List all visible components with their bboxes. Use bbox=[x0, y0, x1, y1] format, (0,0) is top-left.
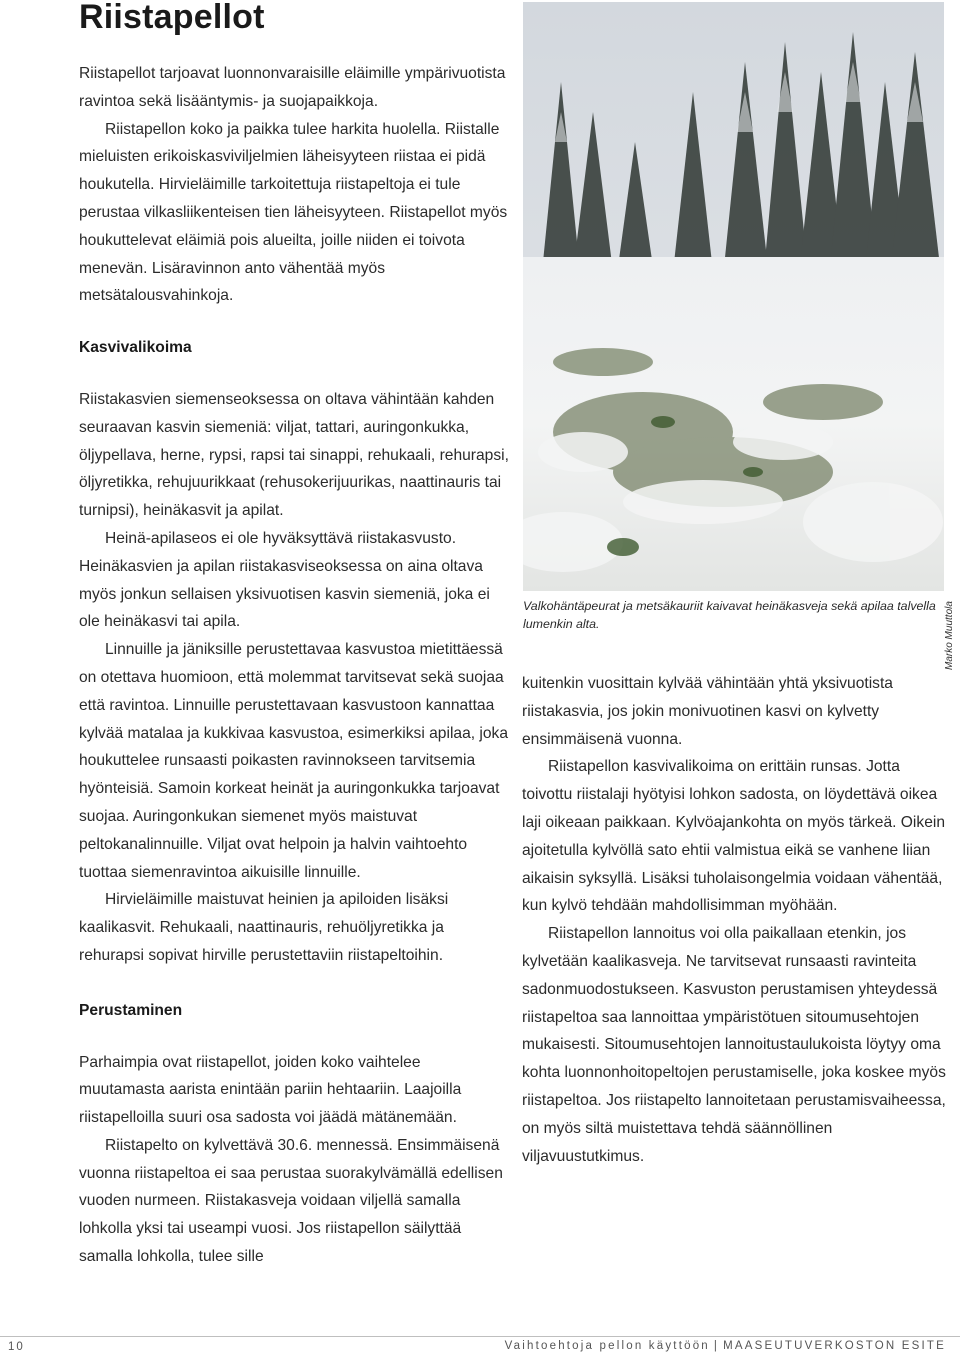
footer-series: MAASEUTUVERKOSTON ESITE bbox=[723, 1340, 946, 1352]
page-title: Riistapellot bbox=[79, 0, 265, 36]
snowy-field-photo bbox=[523, 2, 944, 591]
kasvi-paragraph-3: Linnuille ja jäniksille perustettavaa kasvustoa mietittäessä on otettava huomioon, että molemmat tarvitsevat sekä suojaa että ravintoa. Linnuille perustettavaan kasvustoon kannattaa kylvää matalaa ja kukkivaa kasvustoa, esimerkiksi apilaa, joka houkuttelee runsaasti poikasten ravinnokseen tarvitsemia hyönteisiä. Samoin korkeat heinät ja auringonkukka tarjoavat suojaa. Auringonkukan siemenet myös maistuvat peltokanalinnuille. Viljat ovat helpoin ja halvin vaihtoehto tuottaa siemenravintoa aikuisille linnuille. bbox=[79, 641, 509, 881]
right-paragraph-3: Riistapellon lannoitus voi olla paikallaan etenkin, jos kylvetään kaalikasveja. Ne tarvitsevat runsaasti ravinteita sadonmuodostukseen. Kasvuston perustamisen yhteydessä riistapeltoa saa lannoittaa ympäristötuen sitoumusehtojen mukaisesti. Sitoumusehtojen lannoitustaulukoista löytyy oma kohta luonnonhoitopeltojen perustamiselle, joka koskee myös riistapeltoa. Jos riistapelto lannoitetaan perustamisvaiheessa, on myös siltä muistettava tehdä säännöllinen viljavuustutkimus. bbox=[522, 925, 946, 1165]
intro-paragraph-2: Riistapellon koko ja paikka tulee harkita huolella. Riistalle mieluisten erikoiskasviviljelmien läheisyyteen riistaa ei pidä houkutella. Hirvieläimille tarkoitettuja riistapeltoja ei tule perustaa vilkasliikenteisen tien läheisyyteen. Riistapellot myös houkuttelevat eläimiä pois alueilta, joille niiden ei toivota menevän. Lisäravinnon anto vähentää myös metsätalousvahinkoja. bbox=[79, 120, 508, 305]
perus-paragraph-1: Parhaimpia ovat riistapellot, joiden koko vaihtelee muutamasta aarista enintään pariin hehtaariin. Laajoilla riistapelloilla suuri osa sadosta voi jäädä mätänemään. bbox=[79, 1053, 462, 1127]
footer-separator: | bbox=[713, 1340, 720, 1352]
kasvi-paragraph-2: Heinä-apilaseos ei ole hyväksyttävä riistakasvusto. Heinäkasvien ja apilan riistakasviseoksessa on aina oltava myös jonkun sellaisen yksivuotisen kasvin siemeniä, joka ei ole heinäkasvi tai apila. bbox=[79, 529, 490, 631]
photo-illustration bbox=[523, 2, 944, 591]
left-column bbox=[79, 60, 509, 1271]
footer-publication bbox=[505, 1340, 946, 1352]
kasvi-paragraph-1: Riistakasvien siemenseoksessa on oltava vähintään kahden seuraavan kasvin siemeniä: viljat, tattari, auringonkukka, öljypellava, herne, rypsi, rapsi tai sinappi, rehukaali, rehurapsi, öljyretikka, rehujuurikkaat (rehusokerijuurikas, naattinauris tai turnipsi), heinäkasvit ja apilat. bbox=[79, 390, 509, 520]
kasvi-paragraph-4: Hirvieläimille maistuvat heinien ja apiloiden lisäksi kaalikasvit. Rehukaali, naattinauris, rehuöljyretikka ja rehurapsi sopivat hirville perustettaviin riistapeltoihin. bbox=[79, 891, 449, 964]
intro-paragraph: Riistapellot tarjoavat luonnonvaraisille eläimille ympärivuotista ravintoa sekä lisääntymis- ja suojapaikkoja. bbox=[79, 65, 506, 110]
photo-credit bbox=[944, 590, 958, 680]
right-paragraph-2: Riistapellon kasvivalikoima on erittäin runsas. Jotta toivottu riistalaji hyötyisi lohkon sadosta, on löydettävä oikea laji oikeaan paikkaan. Kylvöajankohta on myös tärkeä. Oikein ajoitetulla kylvöllä sato ehtii valmistua eikä se vanhene liian aikaisin syksyllä. Lisäksi tuholaisongelmia voidaan vähentää, kun kylvö tehdään mahdollisimman myöhään. bbox=[522, 758, 946, 915]
perus-paragraph-2: Riistapelto on kylvettävä 30.6. mennessä. Ensimmäisenä vuonna riistapeltoa ei saa perustaa suorakylvämällä edellisen vuoden nurmeen. Riistakasveja voidaan viljellä samalla lohkolla yksi tai useampi vuosi. Jos riistapellon säilyttää samalla lohkolla, tulee sille bbox=[79, 1136, 503, 1266]
photo-caption: Valkohäntäpeurat ja metsäkauriit kaivavat heinäkasveja sekä apilaa talvella lumenkin alta. bbox=[523, 599, 936, 631]
right-column bbox=[522, 670, 952, 1170]
section-heading-kasvivalikoima: Kasvivalikoima bbox=[79, 339, 192, 357]
photo-credit-text: Marko Muuttola bbox=[944, 601, 955, 670]
footer-divider bbox=[0, 1336, 960, 1337]
section-heading-perustaminen: Perustaminen bbox=[79, 1001, 183, 1019]
page-number: 10 bbox=[8, 1341, 25, 1353]
right-paragraph-1: kuitenkin vuosittain kylvää vähintään yhtä yksivuotista riistakasvia, jos jokin monivuotinen kasvi on kylvetty ensimmäisenä vuonna. bbox=[522, 675, 893, 748]
footer-publication-title: Vaihtoehtoja pellon käyttöön bbox=[504, 1340, 710, 1352]
